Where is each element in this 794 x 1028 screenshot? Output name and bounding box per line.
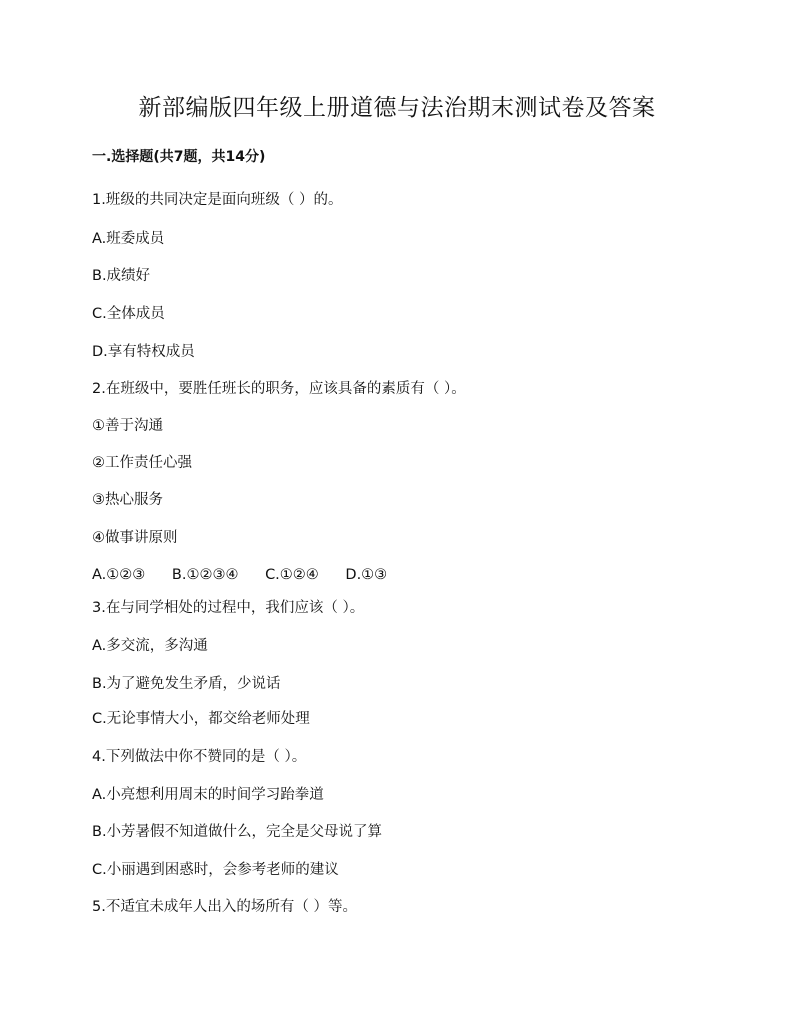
question-4-option-a: A.小亮想利用周末的时间学习跆拳道 <box>92 787 324 803</box>
question-3-option-c: C.无论事情大小，都交给老师处理 <box>92 711 310 727</box>
section-heading: 一.选择题(共7题，共14分) <box>92 149 266 165</box>
question-2-options-row <box>92 565 409 585</box>
question-3-option-a: A.多交流，多沟通 <box>92 638 208 654</box>
question-1-option-c: C.全体成员 <box>92 306 165 322</box>
question-2-item-4: ④做事讲原则 <box>92 530 178 546</box>
question-2-stem: 2.在班级中，要胜任班长的职务，应该具备的素质有（ ）。 <box>92 381 466 397</box>
question-4-option-c: C.小丽遇到困惑时，会参考老师的建议 <box>92 862 339 878</box>
question-1-option-b: B.成绩好 <box>92 268 151 284</box>
question-1-option-d: D.享有特权成员 <box>92 344 195 360</box>
question-2-option-b: B.①②③④ <box>171 567 239 583</box>
question-1-option-a: A.班委成员 <box>92 231 165 247</box>
question-2-item-2: ②工作责任心强 <box>92 455 192 471</box>
question-2-option-d: D.①③ <box>345 567 388 583</box>
question-2-option-a: A.①②③ <box>92 567 146 583</box>
question-3-option-b: B.为了避免发生矛盾，少说话 <box>92 676 281 692</box>
page-title: 新部编版四年级上册道德与法治期末测试卷及答案 <box>138 95 656 121</box>
question-4-option-b: B.小芳暑假不知道做什么，完全是父母说了算 <box>92 824 383 840</box>
question-4-stem: 4.下列做法中你不赞同的是（ ）。 <box>92 749 307 765</box>
question-2-item-1: ①善于沟通 <box>92 418 163 434</box>
question-2-item-3: ③热心服务 <box>92 492 163 508</box>
question-3-stem: 3.在与同学相处的过程中，我们应该（ ）。 <box>92 600 365 616</box>
question-1-stem: 1.班级的共同决定是面向班级（ ）的。 <box>92 192 343 208</box>
question-5-stem: 5.不适宜未成年人出入的场所有（ ）等。 <box>92 899 357 915</box>
question-2-option-c: C.①②④ <box>265 567 319 583</box>
